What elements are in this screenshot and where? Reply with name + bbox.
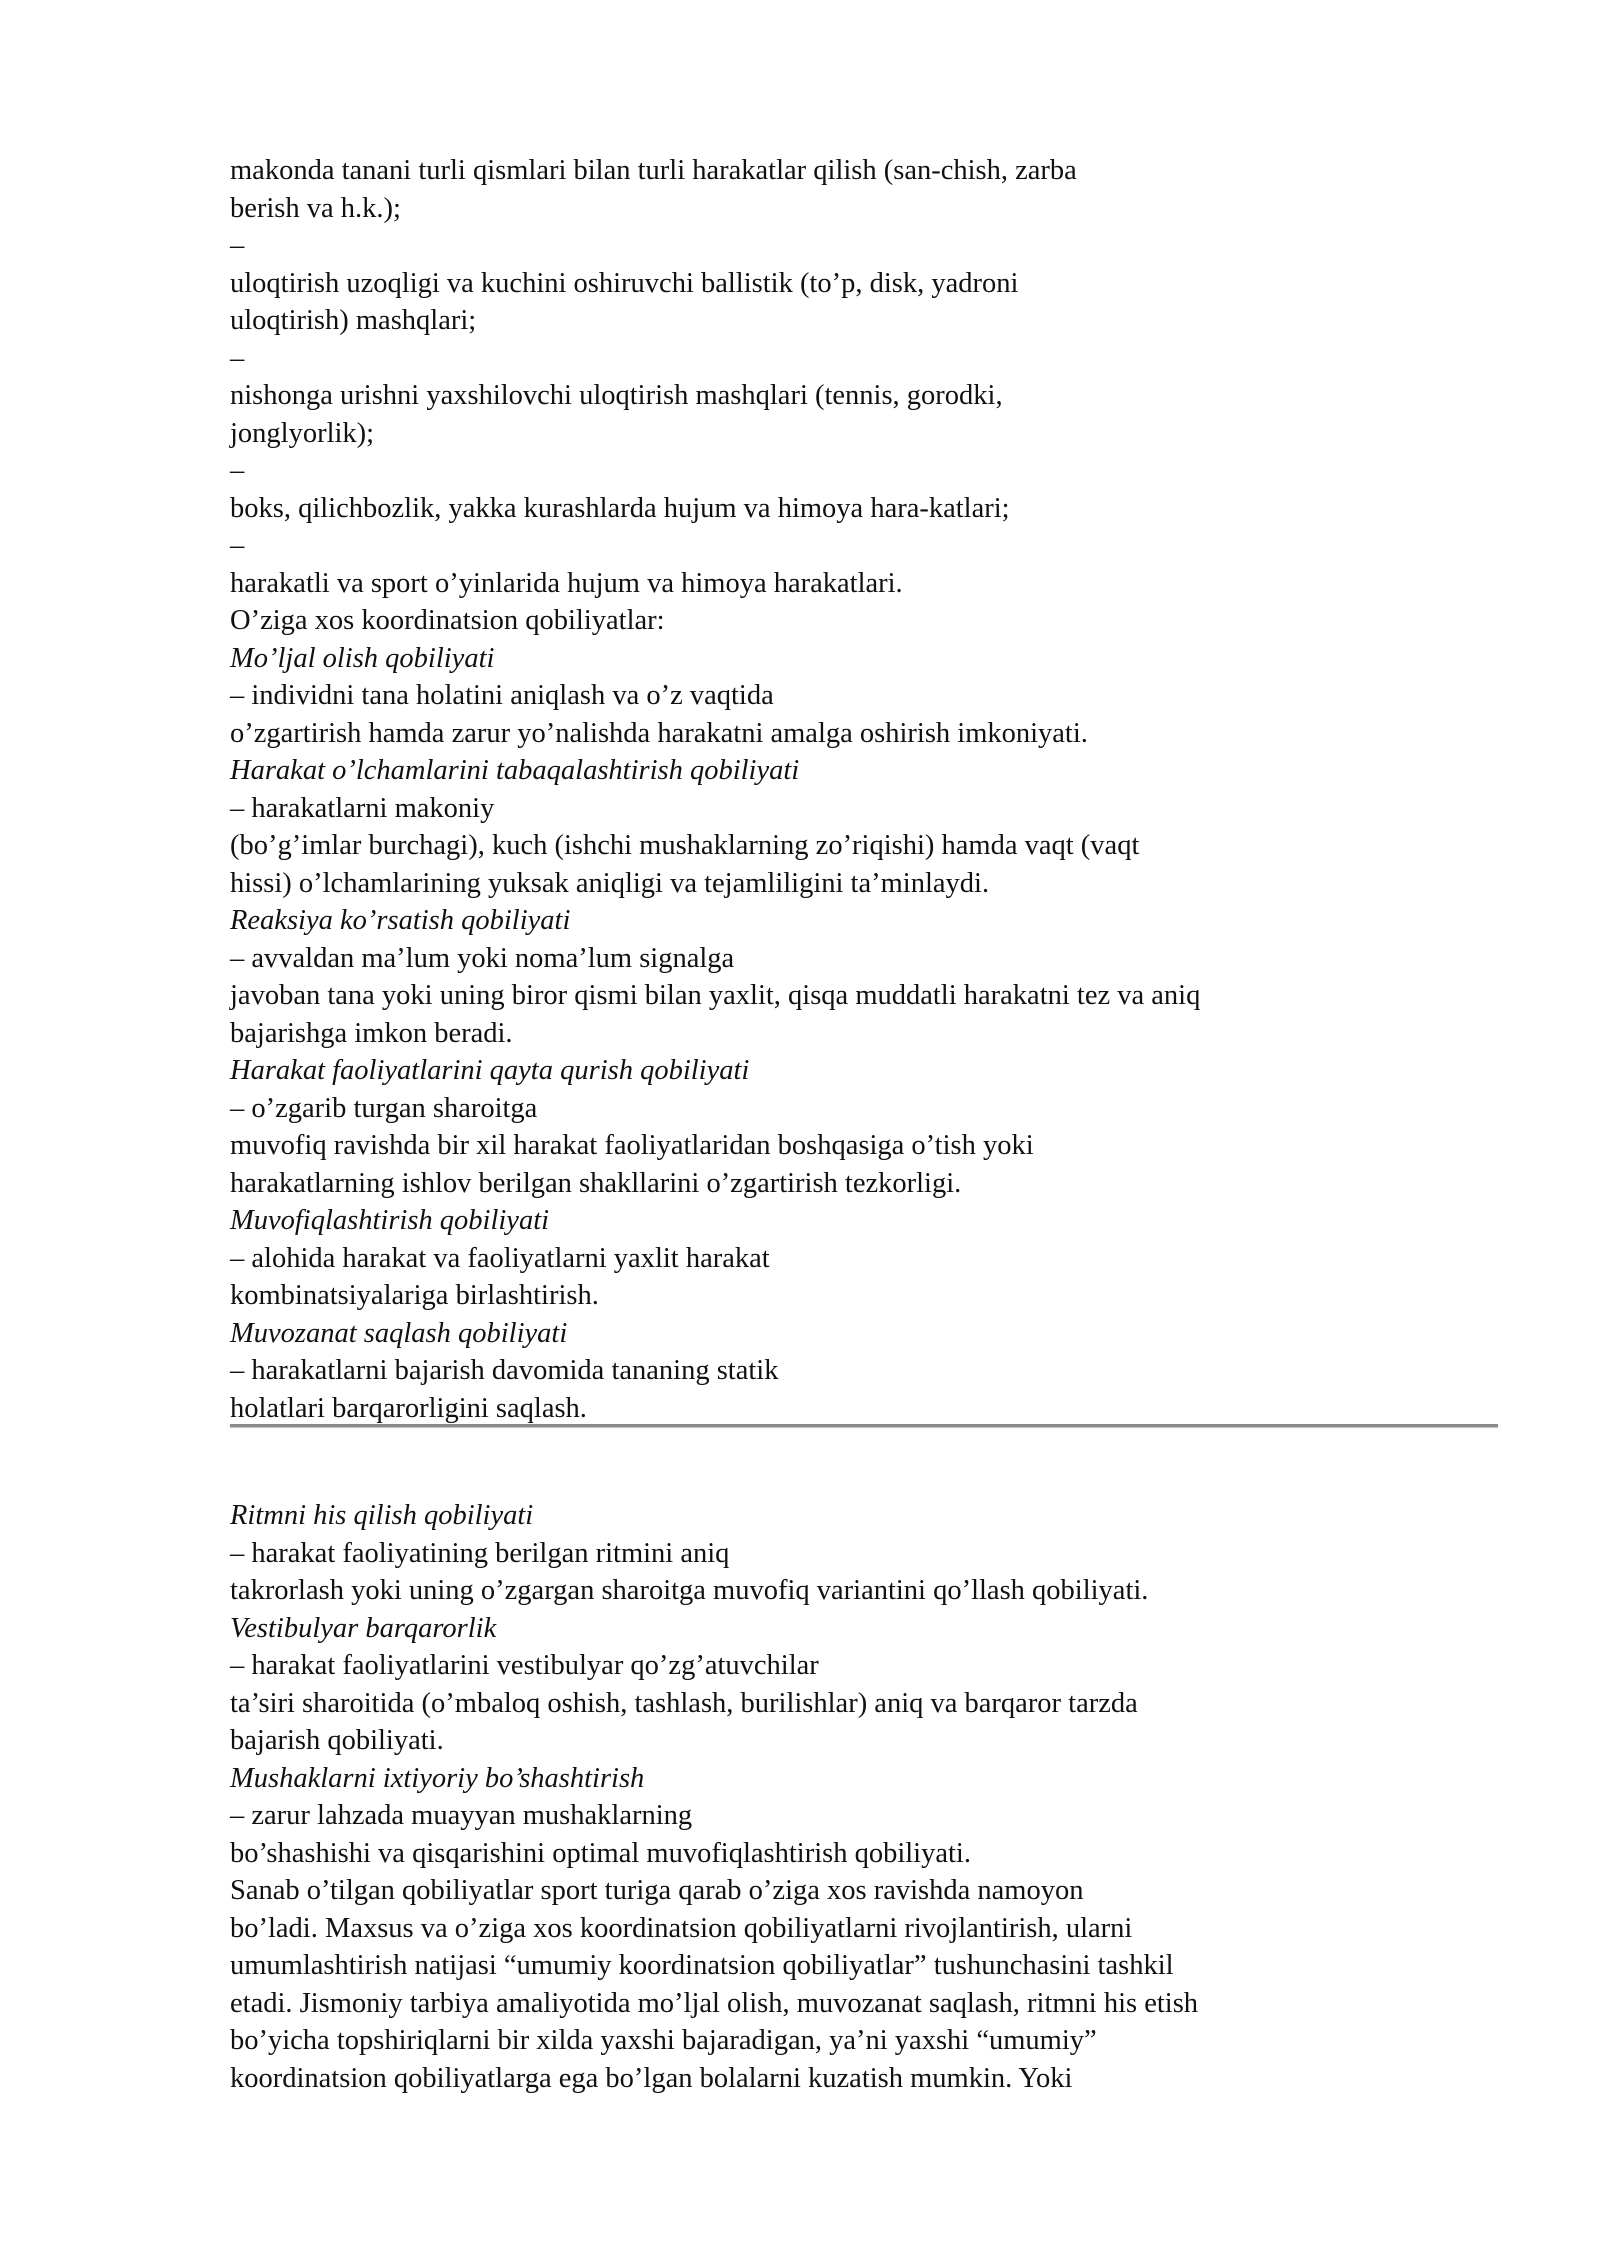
section-heading: Muvozanat saqlash qobiliyati xyxy=(230,1317,568,1349)
text-line: bo’yicha topshiriqlarni bir xilda yaxshi bajaradigan, ya’ni yaxshi “umumiy” xyxy=(230,2025,1097,2056)
text-line: O’ziga xos koordinatsion qobiliyatlar: xyxy=(230,605,665,636)
section-heading: Harakat faoliyatlarini qayta qurish qobiliyati xyxy=(230,1055,750,1086)
text-line: harakatli va sport o’yinlarida hujum va himoya harakatlari. xyxy=(230,567,903,599)
text-line: harakatlarning ishlov berilgan shakllarini o’zgartirish tezkorligi. xyxy=(230,1167,962,1199)
text-line: (bo’g’imlar burchagi), kuch (ishchi mushaklarning zo’riqishi) hamda vaqt (vaqt xyxy=(230,830,1140,861)
page-divider xyxy=(230,1424,1498,1427)
text-line: – xyxy=(230,342,245,374)
text-line: jonglyorlik); xyxy=(230,417,375,449)
section-heading: Harakat o’lchamlarini tabaqalashtirish qobiliyati xyxy=(230,755,800,786)
text-line: uloqtirish) mashqlari; xyxy=(230,305,477,336)
section-heading: Vestibulyar barqarorlik xyxy=(230,1612,497,1644)
text-line: – o’zgarib turgan sharoitga xyxy=(230,1092,538,1124)
text-line: – individni tana holatini aniqlash va o’z vaqtida xyxy=(230,680,774,711)
text-line: koordinatsion qobiliyatlarga ega bo’lgan bolalarni kuzatish mumkin. Yoki xyxy=(230,2062,1073,2094)
text-line: umumlashtirish natijasi “umumiy koordinatsion qobiliyatlar” tushunchasini tashkil xyxy=(230,1950,1174,1981)
text-line: bo’ladi. Maxsus va o’ziga xos koordinatsion qobiliyatlarni rivojlantirish, ularni xyxy=(230,1912,1133,1944)
section-heading: Reaksiya ko’rsatish qobiliyati xyxy=(230,905,571,936)
text-line: berish va h.k.); xyxy=(230,192,401,224)
text-line: Sanab o’tilgan qobiliyatlar sport turiga qarab o’ziga xos ravishda namoyon xyxy=(230,1875,1084,1906)
text-line: – xyxy=(230,230,245,261)
text-line: muvofiq ravishda bir xil harakat faoliyatlaridan boshqasiga o’tish yoki xyxy=(230,1130,1034,1161)
section-heading: Mushaklarni ixtiyoriy bo’shashtirish xyxy=(230,1762,645,1794)
text-line: – avvaldan ma’lum yoki noma’lum signalga xyxy=(230,942,735,974)
text-line: hissi) o’lchamlarining yuksak aniqligi va tejamliligini ta’minlaydi. xyxy=(230,867,990,899)
text-line: takrorlash yoki uning o’zgargan sharoitga muvofiq variantini qo’llash qobiliyati. xyxy=(230,1575,1149,1606)
section-heading: Mo’ljal olish qobiliyati xyxy=(230,642,495,674)
text-line: bajarish qobiliyati. xyxy=(230,1725,444,1756)
text-line: holatlari barqarorligini saqlash. xyxy=(230,1392,587,1424)
text-line: bo’shashishi va qisqarishini optimal muvofiqlashtirish qobiliyati. xyxy=(230,1837,971,1869)
text-line: kombinatsiyalariga birlashtirish. xyxy=(230,1280,599,1311)
text-line: – alohida harakat va faoliyatlarni yaxlit harakat xyxy=(230,1242,770,1274)
text-line: ta’siri sharoitida (o’mbaloq oshish, tashlash, burilishlar) aniq va barqaror tarzda xyxy=(230,1687,1138,1719)
text-line: makonda tanani turli qismlari bilan turli harakatlar qilish (san-chish, zarba xyxy=(230,155,1077,186)
section-heading: Ritmni his qilish qobiliyati xyxy=(230,1500,534,1531)
text-line: javoban tana yoki uning biror qismi bilan yaxlit, qisqa muddatli harakatni tez va aniq xyxy=(230,980,1201,1011)
section-heading: Muvofiqlashtirish qobiliyati xyxy=(230,1205,550,1236)
text-line: bajarishga imkon beradi. xyxy=(230,1017,513,1049)
text-line: – harakat faoliyatlarini vestibulyar qo’zg’atuvchilar xyxy=(230,1650,819,1681)
text-line: o’zgartirish hamda zarur yo’nalishda harakatni amalga oshirish imkoniyati. xyxy=(230,717,1088,749)
text-line: – harakatlarni bajarish davomida tananing statik xyxy=(230,1355,779,1386)
text-block-lower xyxy=(230,1497,1500,2097)
text-line: – xyxy=(230,455,245,486)
text-line: – harakatlarni makoniy xyxy=(230,792,495,824)
text-line: – zarur lahzada muayyan mushaklarning xyxy=(230,1800,693,1831)
text-line: boks, qilichbozlik, yakka kurashlarda hujum va himoya hara-katlari; xyxy=(230,492,1010,524)
text-block-upper xyxy=(230,152,1500,1427)
text-line: nishonga urishni yaxshilovchi uloqtirish mashqlari (tennis, gorodki, xyxy=(230,380,1003,411)
text-line: – xyxy=(230,530,245,561)
text-line: uloqtirish uzoqligi va kuchini oshiruvchi ballistik (to’p, disk, yadroni xyxy=(230,267,1019,299)
text-line: etadi. Jismoniy tarbiya amaliyotida mo’ljal olish, muvozanat saqlash, ritmni his etish xyxy=(230,1987,1199,2019)
text-line: – harakat faoliyatining berilgan ritmini aniq xyxy=(230,1537,730,1569)
